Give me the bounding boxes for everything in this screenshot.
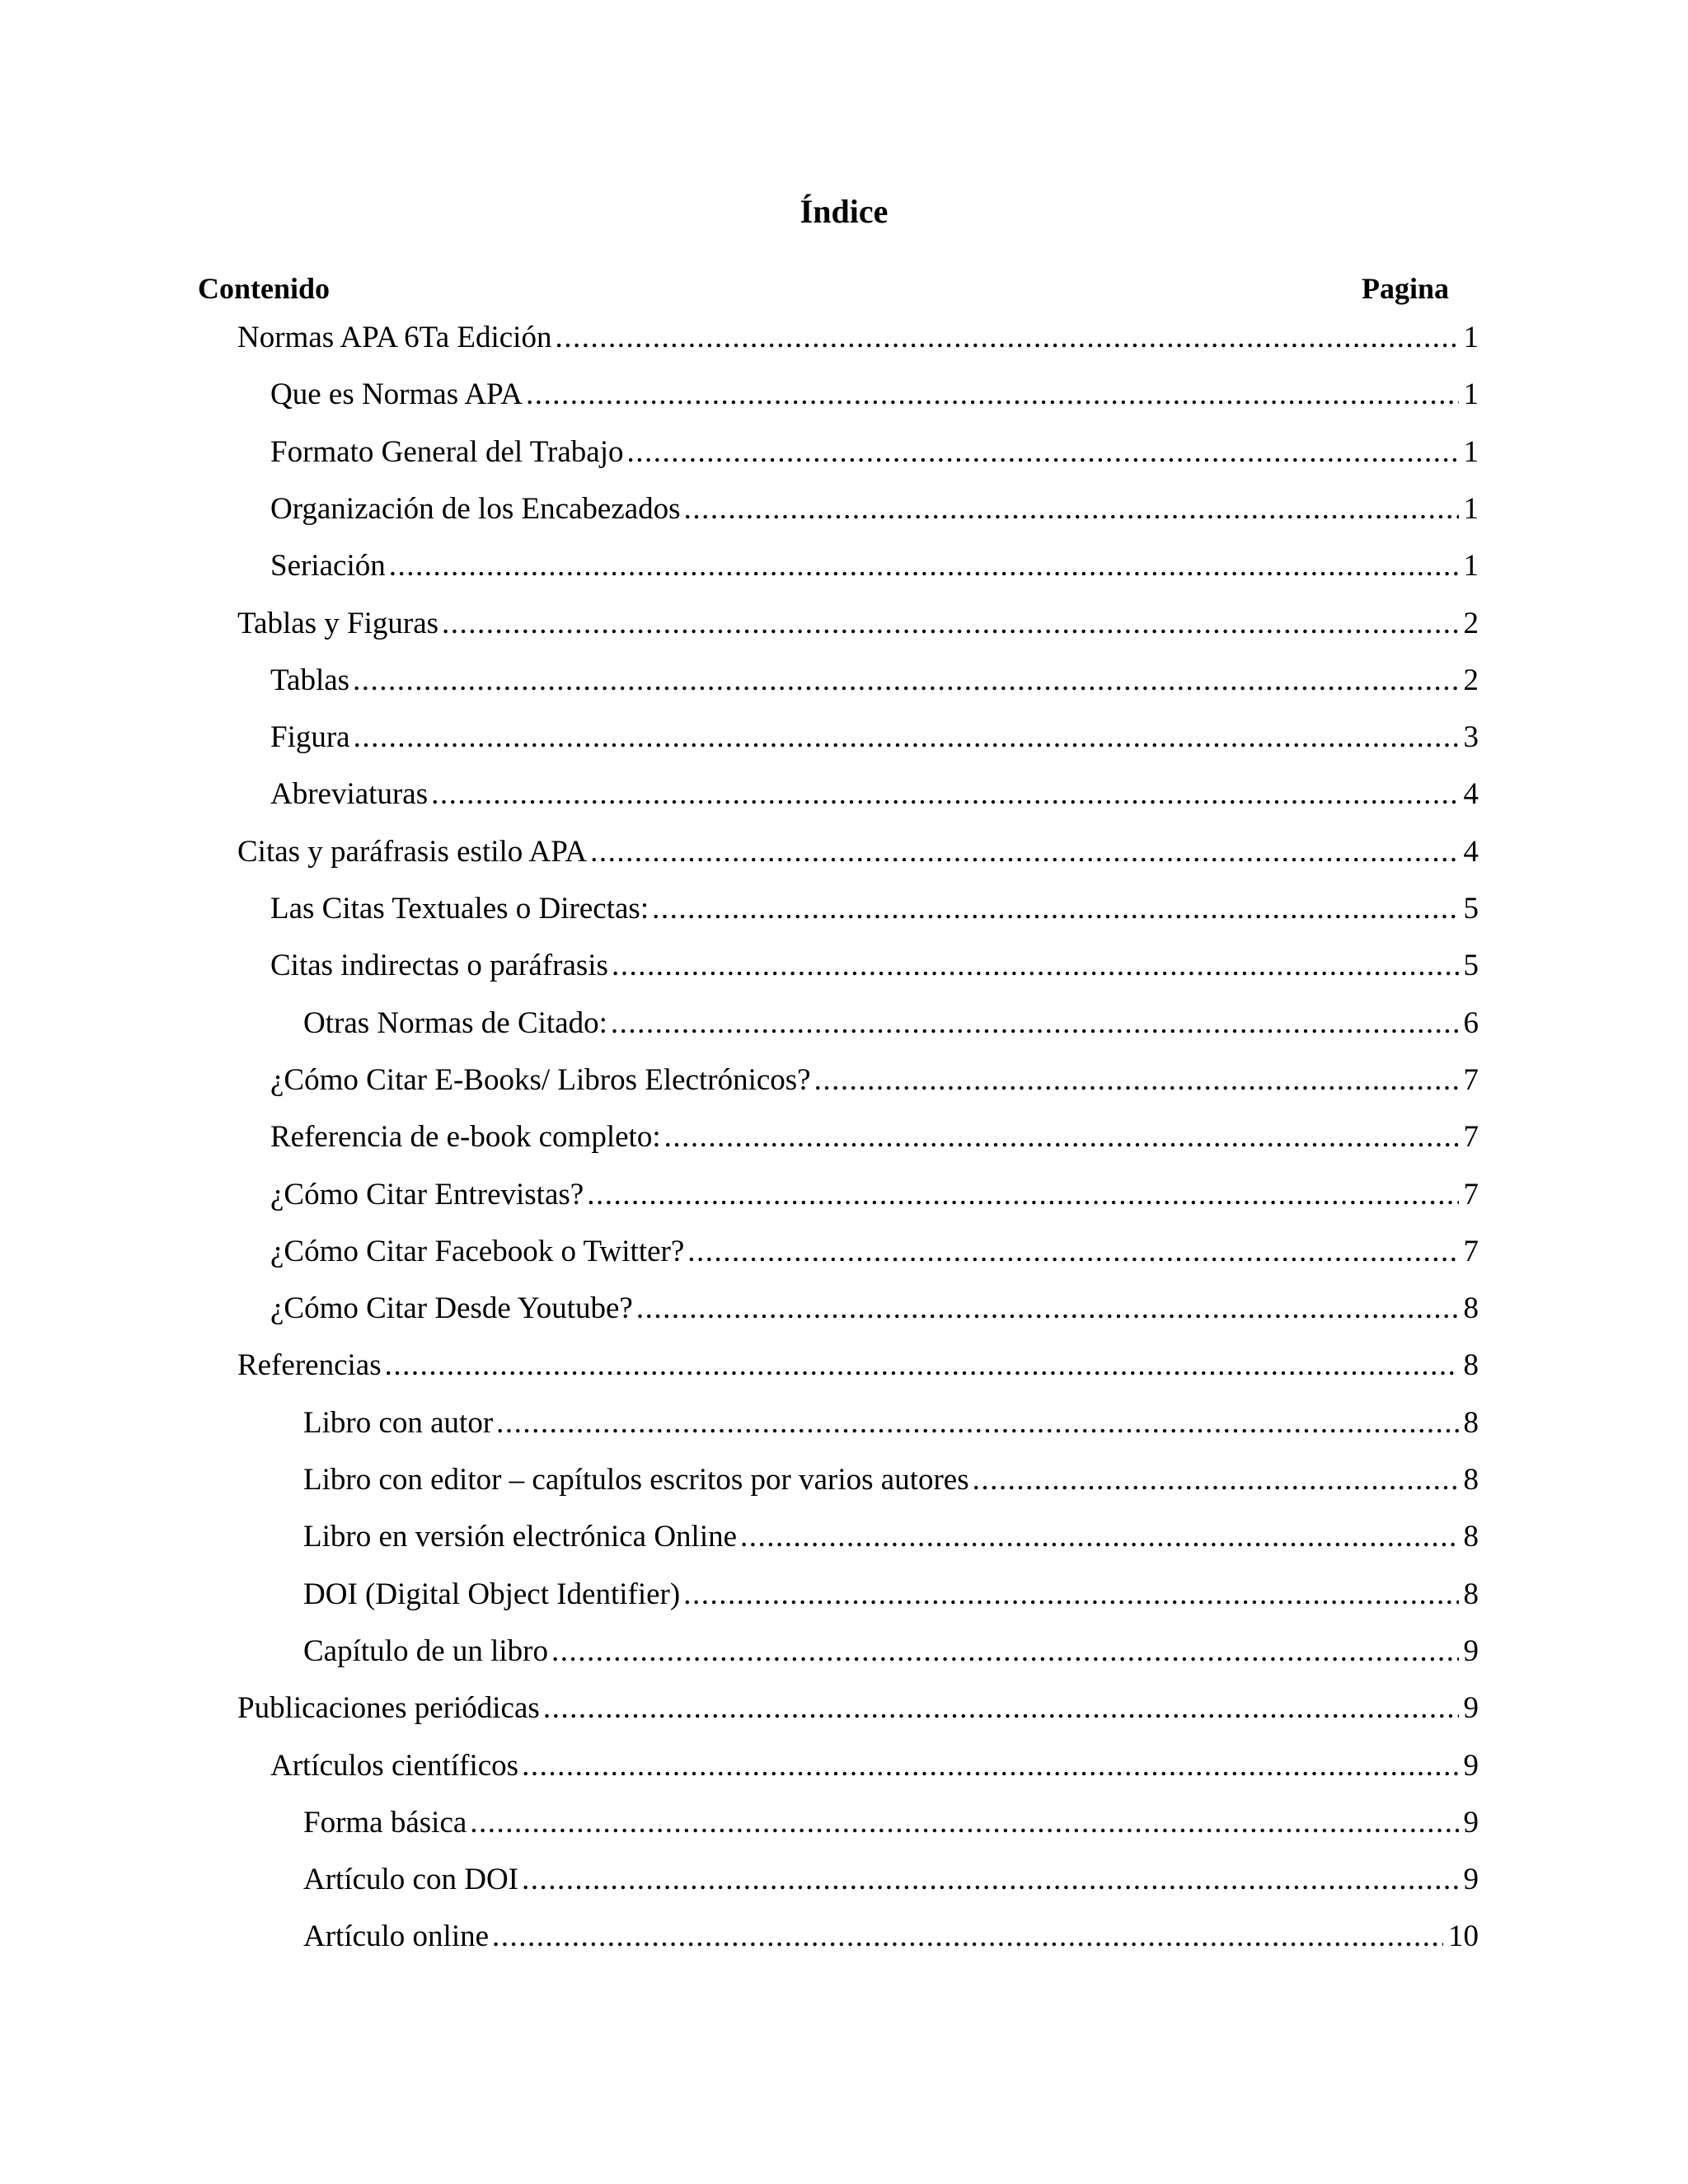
dot-leader: [652, 888, 1458, 930]
dot-leader: [590, 832, 1458, 873]
toc-entry-label: Artículo online: [303, 1919, 490, 1954]
toc-entry[interactable]: [303, 1003, 1479, 1044]
toc-entry-page-number: 1: [1463, 321, 1479, 354]
toc-entry-page-number: 10: [1448, 1919, 1479, 1954]
toc-entry-label: Referencia de e-book completo:: [270, 1120, 661, 1155]
toc-entry-label: Seriación: [270, 549, 386, 583]
toc-entry-page-number: 7: [1463, 1177, 1479, 1212]
dot-leader: [470, 1802, 1458, 1844]
toc-entry-page-number: 8: [1463, 1348, 1479, 1383]
toc-entry-page-number: 5: [1463, 892, 1479, 926]
toc-entry[interactable]: [270, 1117, 1479, 1158]
toc-entry-label: Publicaciones periódicas: [237, 1691, 540, 1726]
toc-entry-page-number: 8: [1463, 1520, 1479, 1554]
dot-leader: [492, 1916, 1443, 1957]
toc-entry-label: Capítulo de un libro: [303, 1633, 548, 1668]
page-column-header: Pagina: [1361, 272, 1449, 305]
dot-leader: [526, 374, 1459, 415]
toc-entry-page-number: 4: [1463, 777, 1479, 812]
toc-entry[interactable]: [303, 1859, 1479, 1900]
toc-entry-page-number: 1: [1463, 491, 1479, 526]
dot-leader: [683, 1574, 1458, 1615]
toc-entry-label: Libro en versión electrónica Online: [303, 1520, 738, 1554]
toc-entry[interactable]: [270, 717, 1479, 758]
dot-leader: [522, 1859, 1459, 1900]
toc-entry-label: Artículos científicos: [270, 1748, 519, 1783]
toc-entry[interactable]: [270, 945, 1479, 987]
toc-entry[interactable]: [303, 1574, 1479, 1615]
toc-entry[interactable]: [237, 1688, 1479, 1729]
dot-leader: [496, 1403, 1458, 1444]
toc-entry-page-number: 7: [1463, 1062, 1479, 1097]
dot-leader: [684, 489, 1459, 530]
dot-leader: [740, 1516, 1458, 1558]
toc-entry-label: Las Citas Textuales o Directas:: [270, 892, 649, 926]
dot-leader: [442, 603, 1458, 644]
dot-leader: [353, 660, 1458, 701]
dot-leader: [611, 1003, 1459, 1044]
dot-leader: [389, 546, 1459, 587]
toc-entry[interactable]: [270, 374, 1479, 415]
toc-entry-label: Organización de los Encabezados: [270, 491, 681, 526]
toc-entry[interactable]: [270, 774, 1479, 815]
toc-entry-label: Referencias: [237, 1348, 382, 1383]
toc-entry[interactable]: [270, 489, 1479, 530]
toc-entry-label: Tablas y Figuras: [237, 606, 439, 640]
toc-entry-label: Normas APA 6Ta Edición: [237, 321, 552, 354]
toc-entry[interactable]: [303, 1802, 1479, 1844]
toc-entry-page-number: 1: [1463, 377, 1479, 412]
toc-entry-page-number: 9: [1463, 1863, 1479, 1897]
toc-entry-page-number: 1: [1463, 434, 1479, 469]
toc-entry-page-number: 5: [1463, 949, 1479, 983]
toc-entry-page-number: 3: [1463, 720, 1479, 755]
toc-entry-page-number: 8: [1463, 1291, 1479, 1326]
toc-entry-page-number: 7: [1463, 1120, 1479, 1155]
toc-entry-page-number: 9: [1463, 1633, 1479, 1668]
dot-leader: [636, 1288, 1459, 1329]
toc-entry-page-number: 4: [1463, 834, 1479, 869]
dot-leader: [522, 1746, 1458, 1787]
toc-entry-label: Figura: [270, 720, 350, 755]
toc-entry-page-number: 6: [1463, 1005, 1479, 1040]
toc-entry-label: Que es Normas APA: [270, 377, 523, 412]
toc-entry-label: Artículo con DOI: [303, 1863, 518, 1897]
toc-entry-label: Citas y paráfrasis estilo APA: [237, 834, 588, 869]
toc-entry[interactable]: [303, 1403, 1479, 1444]
toc-entry-page-number: 9: [1463, 1805, 1479, 1840]
dot-leader: [354, 717, 1459, 758]
toc-entry-page-number: 9: [1463, 1691, 1479, 1726]
toc-entry-page-number: 8: [1463, 1577, 1479, 1611]
toc-entry-label: Libro con autor: [303, 1405, 494, 1440]
dot-leader: [612, 945, 1459, 987]
toc-entry-label: Tablas: [270, 663, 350, 697]
toc-entry[interactable]: [237, 317, 1479, 359]
dot-leader: [551, 1631, 1459, 1672]
toc-entry[interactable]: [270, 1746, 1479, 1787]
dot-leader: [431, 774, 1458, 815]
toc-entry[interactable]: [270, 1060, 1479, 1101]
toc-entry-page-number: 2: [1463, 663, 1479, 697]
page-title: Índice: [799, 193, 889, 230]
toc-entry[interactable]: [237, 1345, 1479, 1386]
toc-entry[interactable]: [270, 1231, 1479, 1272]
toc-entry[interactable]: [270, 546, 1479, 587]
dot-leader: [973, 1460, 1459, 1501]
toc-entry-label: Libro con editor – capítulos escritos por varios autores: [303, 1463, 969, 1497]
toc-entry-label: ¿Cómo Citar Desde Youtube?: [270, 1291, 633, 1326]
toc-entry-label: Otras Normas de Citado:: [303, 1005, 607, 1040]
toc-entry-label: Citas indirectas o paráfrasis: [270, 949, 608, 983]
toc-entry[interactable]: [270, 1288, 1479, 1329]
toc-entry-page-number: 2: [1463, 606, 1479, 640]
toc-entry-label: ¿Cómo Citar Entrevistas?: [270, 1177, 584, 1212]
toc-entry-label: ¿Cómo Citar Facebook o Twitter?: [270, 1234, 685, 1268]
toc-entry[interactable]: [237, 603, 1479, 644]
toc-entry[interactable]: [303, 1916, 1479, 1957]
dot-leader: [385, 1345, 1459, 1386]
dot-leader: [664, 1117, 1459, 1158]
toc-entry[interactable]: [237, 832, 1479, 873]
toc-entry-page-number: 7: [1463, 1234, 1479, 1268]
contents-column-header: Contenido: [198, 272, 331, 305]
toc-entry[interactable]: [303, 1516, 1479, 1558]
toc-entry[interactable]: [303, 1631, 1479, 1672]
toc-entry-label: Forma básica: [303, 1805, 467, 1840]
dot-leader: [814, 1060, 1459, 1101]
toc-entry[interactable]: [303, 1460, 1479, 1501]
dot-leader: [555, 317, 1458, 359]
dot-leader: [627, 432, 1459, 473]
toc-entry-label: Abreviaturas: [270, 777, 429, 812]
toc-entry-label: DOI (Digital Object Identifier): [303, 1577, 681, 1611]
toc-entry-label: ¿Cómo Citar E-Books/ Libros Electrónicos?: [270, 1062, 811, 1097]
dot-leader: [587, 1174, 1458, 1216]
toc-entry[interactable]: [270, 1174, 1479, 1216]
toc-entry[interactable]: [270, 660, 1479, 701]
toc-entry-page-number: 1: [1463, 549, 1479, 583]
toc-entry-page-number: 8: [1463, 1405, 1479, 1440]
toc-entry-page-number: 9: [1463, 1748, 1479, 1783]
toc-entry-label: Formato General del Trabajo: [270, 434, 624, 469]
dot-leader: [543, 1688, 1459, 1729]
toc-entry[interactable]: [270, 888, 1479, 930]
dot-leader: [687, 1231, 1458, 1272]
toc-entry-page-number: 8: [1463, 1463, 1479, 1497]
toc-entry[interactable]: [270, 432, 1479, 473]
